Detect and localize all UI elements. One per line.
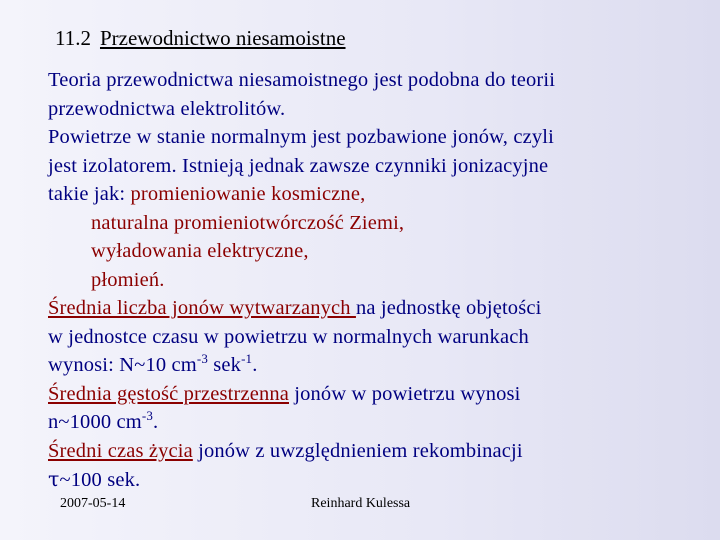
text-line [48,123,713,152]
term-highlight: Średni czas życia [48,439,193,462]
text-line [48,152,713,181]
text-span: wynosi: N~10 cm [48,354,197,376]
text-span: . [153,411,159,433]
slide-title [55,26,346,51]
text-span: takie jak: [48,183,131,205]
text-span: jonów w powietrzu wynosi [289,382,521,405]
text-span: sek [208,354,242,376]
footer-date: 2007-05-14 [60,496,126,511]
ionization-factor: naturalna promieniotwórczość Ziemi, [91,211,405,234]
superscript: -3 [196,351,209,367]
text-span: Teoria przewodnictwa niesamoistnego jest podobna do teorii [48,69,556,91]
text-line [48,323,713,352]
text-line [48,351,713,380]
text-span: w jednostce czasu w powietrzu w normalnych warunkach [48,325,529,348]
section-title: Przewodnictwo niesamoistne [99,26,346,50]
text-line [48,380,713,409]
superscript: -3 [141,408,154,424]
text-span: n~1000 cm [48,411,142,433]
text-span: przewodnictwa elektrolitów. [48,97,286,120]
tau-symbol: τ [48,467,60,491]
text-span: Powietrze w stanie normalnym jest pozbawione jonów, czyli [48,126,554,148]
text-line [48,437,713,466]
term-highlight: Średnia gęstość przestrzenna [48,382,289,405]
slide-body [48,66,713,495]
text-line [48,95,713,124]
ionization-factor: płomień. [91,268,165,291]
term-highlight: Średnia liczba jonów wytwarzanych [48,297,356,319]
text-line [48,465,713,495]
text-span: jonów z uwzględnieniem rekombinacji [192,439,523,462]
text-span: na jednostkę objętości [355,297,542,319]
text-line [48,408,713,437]
section-number: 11.2 [55,26,91,50]
text-line [48,180,713,209]
text-span: ~100 sek. [59,469,141,491]
footer-author: Reinhard Kulessa [311,496,411,511]
text-span: . [252,354,258,376]
text-line [48,66,713,95]
text-span: jest izolatorem. Istnieją jednak zawsze czynniki jonizacyjne [48,154,549,177]
ionization-factor: wyładowania elektryczne, [91,240,309,262]
superscript: -1 [241,351,253,367]
ionization-factor: promieniowanie kosmiczne, [130,183,366,205]
text-line [48,294,713,323]
